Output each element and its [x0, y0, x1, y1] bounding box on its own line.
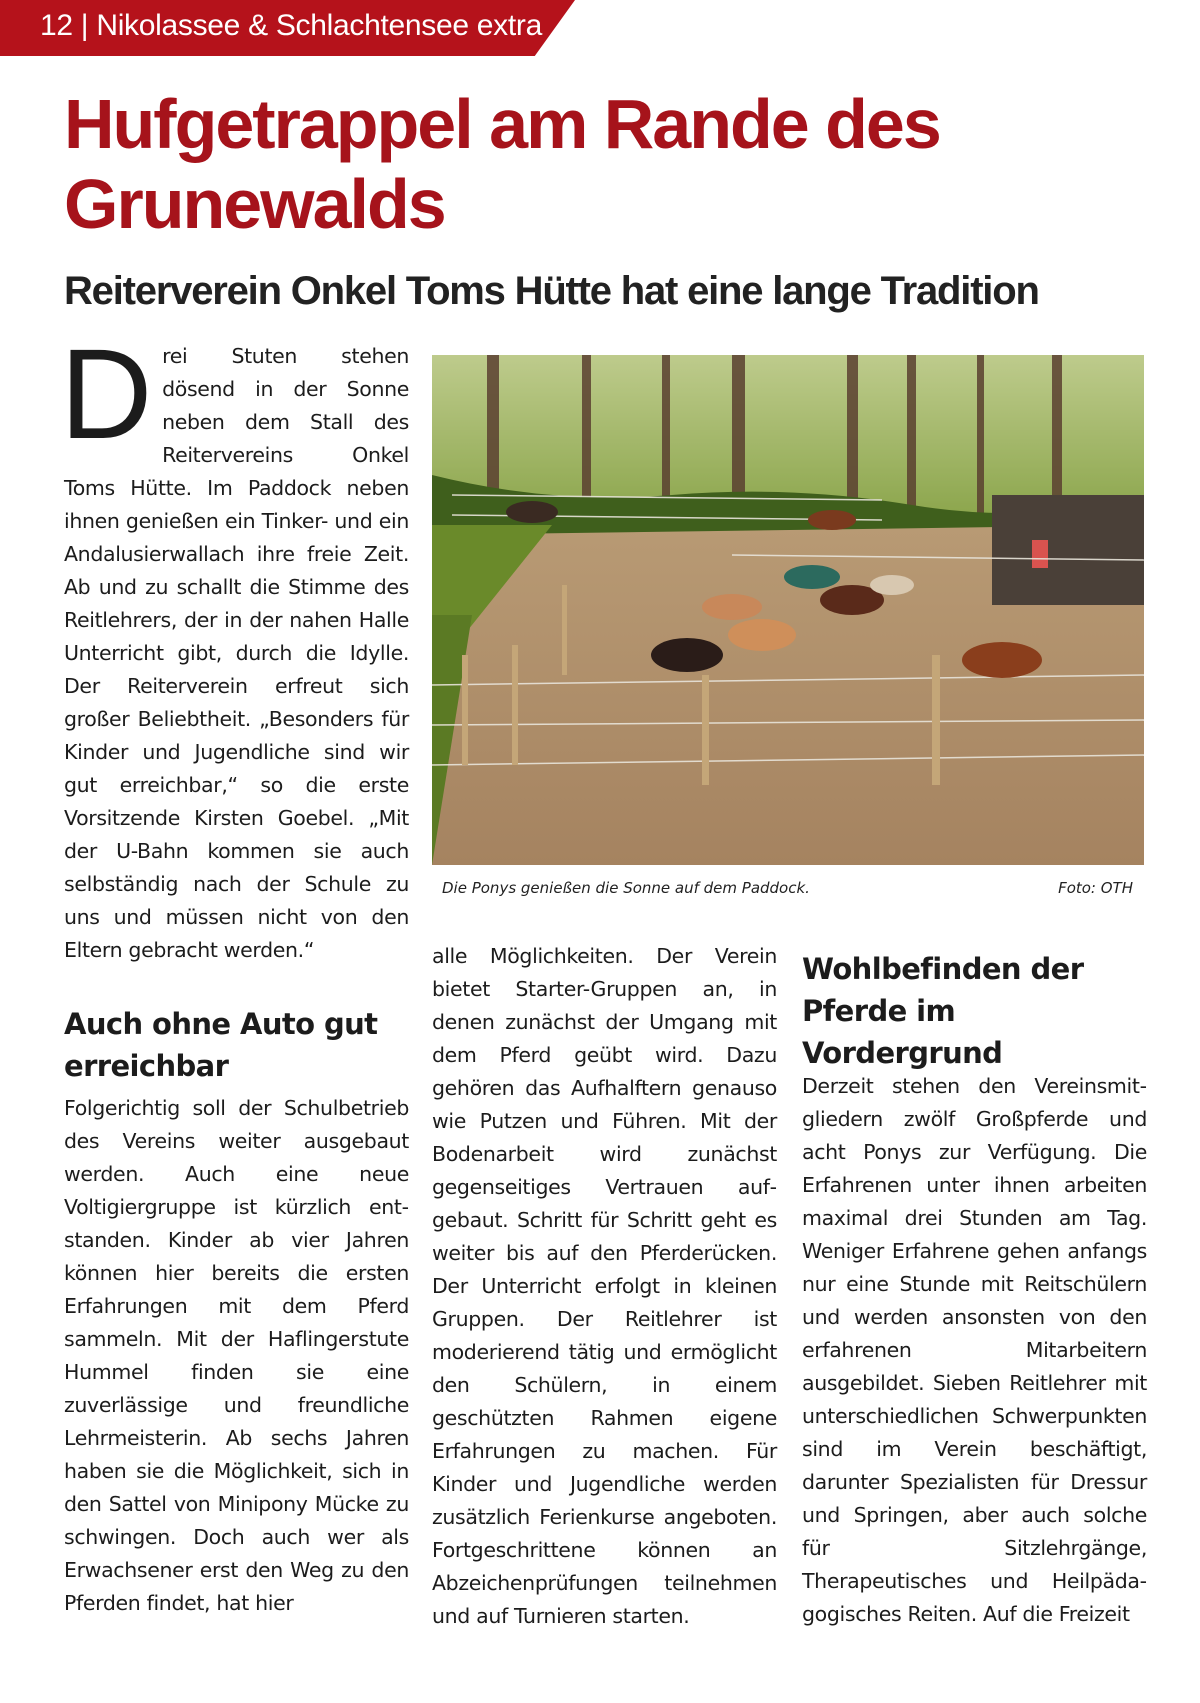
intro-paragraph — [60, 323, 409, 967]
section2-paragraph: Derzeit stehen den Vereinsmitgliedern zwölf Großpferde und acht Ponys zur Verfügung. Die Erfahrenen unter ihnen arbeiten maximal drei Stunden am Tag. Weniger Erfahrene gehen anfangs nur eine Stunde mit Reitschülern und werden ansonsten von den erfahrenen Mitarbeitern ausgebildet. Sieben Reitlehrer mit unterschiedlichen Schwerpunkten sind im Verein beschäftigt, darunter Spezialisten für Dressur und Springen, aber auch solche für Sitzlehrgänge, Therapeutisches und Heilpädagogisches Reiten. Auf die Freizeit — [802, 1074, 1147, 1626]
dropcap: D — [60, 323, 153, 466]
section-heading-access: Auch ohne Auto gut erreichbar — [64, 1007, 378, 1083]
section1-paragraph-2: alle Möglichkeiten. Der Verein bietet Starter-Gruppen an, in denen zunächst der Umgang mit dem Pferd geübt wird. Dazu gehören das Aufhalftern genauso wie Putzen und Führen. Mit der Bodenarbeit wird zunächst gegenseitiges Vertrauen aufgebaut. Schritt für Schritt geht es weiter bis auf den Pferderücken. Der Unterricht erfolgt in kleinen Gruppen. Der Reitlehrer ist moderierend tätig und ermöglicht den Schülern, in einem geschützten Rahmen eigene Erfahrungen zu machen. Für Kinder und Jugendliche werden zusätzlich Ferienkurse angeboten. Fortgeschrittene können an Abzeichenprüfungen teilnehmen und auf Turnieren starten. — [432, 944, 777, 1628]
page-label: 12 | Nikolassee & Schlachtensee extra — [40, 9, 542, 42]
article-column-1 — [60, 323, 409, 967]
intro-text: rei Stuten stehen dösend in der Sonne neben dem Stall des Reitervereins Onkel Toms Hütte. Im Paddock neben ihnen genießen ein Tinker- und ein Andalusierwallach ihre freie Zeit. Ab und zu schallt die Stimme des Reitlehrers, der in der nahen Halle Unterricht gibt, durch die Idylle. Der Reiterverein erfreut sich großer Beliebtheit. „Besonders für Kinder und Jugendliche sind wir gut erreichbar,“ so die erste Vorsitzende Kirsten Goebel. „Mit der U-Bahn kommen sie auch selbständig nach der Schule zu uns und müssen nicht von den Eltern gebracht werden.“ — [64, 344, 409, 962]
paddock-photo — [432, 355, 1144, 865]
article-column-3 — [802, 1070, 1147, 1631]
subheadline: Reiterverein Onkel Toms Hütte hat eine lange Tradition — [64, 269, 1039, 313]
section-heading-wellbeing: Wohlbefinden der Pferde im Vordergrund — [802, 952, 1084, 1070]
photo-caption: Die Ponys genießen die Sonne auf dem Paddock. — [442, 879, 810, 897]
article-column-1-lower — [64, 1092, 409, 1620]
headline: Hufgetrappel am Rande des Grunewalds — [64, 85, 940, 243]
section1-paragraph-1: Folgerichtig soll der Schulbetrieb des Vereins weiter ausgebaut werden. Auch eine neue Voltigiergruppe ist kürzlich entstanden. Kinder ab vier Jahren können hier bereits die ersten Erfahrungen mit dem Pferd sammeln. Mit der Haflingerstute Hummel finden sie eine zuverlässige und freundliche Lehrmeisterin. Ab sechs Jahren haben sie die Möglichkeit, sich in den Sattel von Minipony Mücke zu schwingen. Doch auch wer als Erwachsener erst den Weg zu den Pferden findet, hat hier — [64, 1096, 409, 1615]
photo-credit: Foto: OTH — [1058, 879, 1133, 897]
article-column-2 — [432, 940, 777, 1633]
